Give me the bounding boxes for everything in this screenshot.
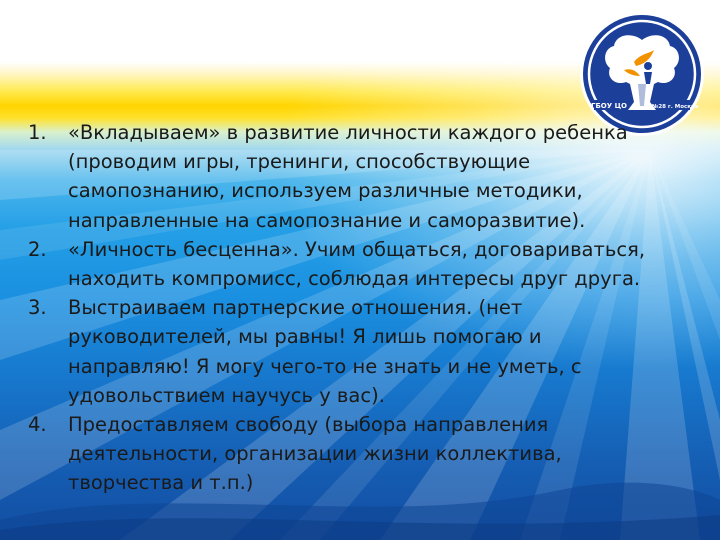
- list-item: [28, 410, 668, 498]
- list-item-number: 3.: [28, 296, 47, 320]
- list-item: [28, 118, 668, 235]
- numbered-list: [28, 118, 668, 498]
- logo-right-text: №28 г. Москва: [651, 104, 699, 110]
- logo-left-text: ГБОУ ЦО: [590, 102, 628, 110]
- list-item: [28, 235, 668, 293]
- list-item-text: «Личность бесценна». Учим общаться, договариваться, находить компромисс, соблюдая интересы друг друга.: [68, 237, 646, 291]
- list-item-number: 1.: [28, 121, 47, 144]
- list-item-text: «Вкладываем» в развитие личности каждого ребенка (проводим игры, тренинги, способствующие самопознанию, используем различные методики, направленные на самопознание и саморазвитие).: [68, 121, 628, 232]
- list-item-number: 2.: [28, 237, 47, 261]
- list-item: [28, 293, 668, 410]
- list-item-text: Предоставляем свободу (выбора направления деятельности, организации жизни коллектива, творчества и т.п.): [68, 413, 562, 495]
- list-item-text: Выстраиваем партнерские отношения. (нет руководителей, мы равны! Я лишь помогаю и направляю! Я могу чего-то не знать и не уметь, с удовольствием научусь у вас).: [68, 296, 582, 407]
- list-item-number: 4.: [28, 413, 47, 437]
